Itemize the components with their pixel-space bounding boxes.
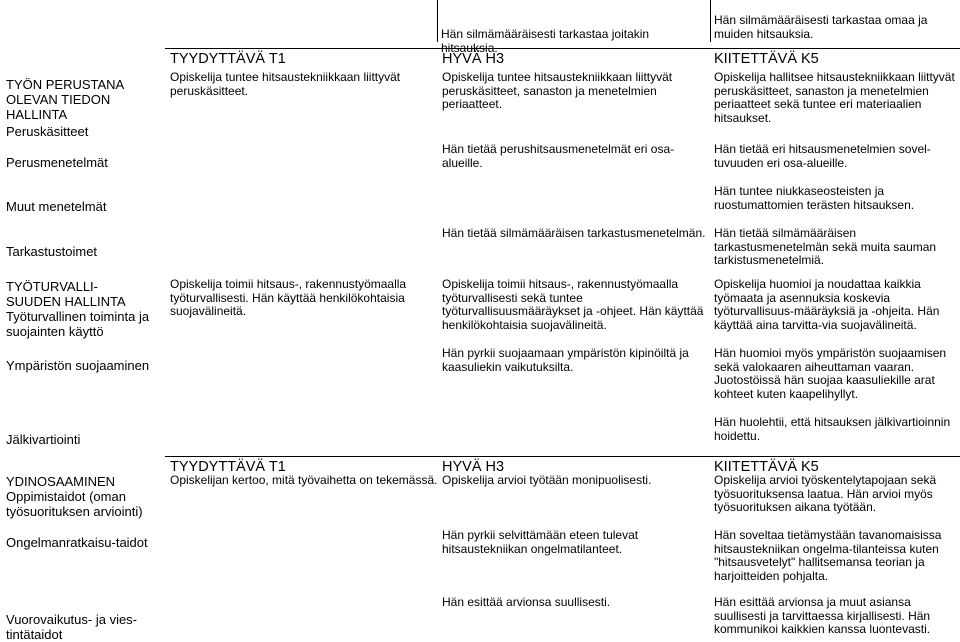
label-oppimistaidot: Oppimistaidot (oman työsuorituksen arviointi)	[6, 489, 143, 519]
header-t1: TYYDYTTÄVÄ T1	[170, 51, 286, 67]
label-tarkastustoimet: Tarkastustoimet	[6, 244, 98, 259]
header-rule-3	[165, 456, 960, 457]
label-ongelmanratkaisu: Ongelmanratkaisu-taidot	[6, 535, 148, 550]
h3-ongelma: Hän pyrkii selvittämään eteen tulevat hitsaustekniikan ongelmatilanteet.	[442, 528, 639, 556]
section-title-tiedon-hallinta: TYÖN PERUSTANA OLEVAN TIEDON HALLINTA	[6, 77, 125, 122]
k5-ongelma: Hän soveltaa tietämystään tavanomaisissa hitsaustekniikan ongelma-tilanteissa kuten "hitsausvetelyt" hallitsemansa teorian ja harjoitteiden pohjalta.	[714, 528, 942, 583]
header-h3: HYVÄ H3	[442, 51, 505, 67]
t1-oppiminen: Opiskelijan kertoo, mitä työvaihetta on tekemässä.	[170, 473, 438, 487]
top-k5-text: Hän silmämääräisesti tarkastaa omaa ja muiden hitsauksia.	[714, 13, 928, 41]
k5-tarkastus: Hän tietää silmämääräisen tarkastusmenetelmän sekä muita sauman tarkistusmenetelmiä.	[714, 226, 937, 268]
k5-jalkivartiointi: Hän huolehtii, että hitsauksen jälkivartioinnin hoidettu.	[714, 415, 951, 443]
k5-vuorovaikutus: Hän esittää arvionsa ja muut asiansa suullisesti ja tarvittaessa kirjallisesti. Hän kommunikoi kaikkien kanssa luontevasti.	[714, 595, 931, 637]
k5-tyoturva: Opiskelija huomioi ja noudattaa kaikkia työmaata ja asennuksia koskevia työturvallisuus-määräyksiä ja -ohjeita. Hän käyttää aina tarvitta-via suojavälineitä.	[714, 277, 940, 332]
label-peruskasitteet: Peruskäsitteet	[6, 124, 89, 139]
section-title-ydinosaaminen: YDINOSAAMINEN	[6, 474, 116, 489]
header-h3-2: HYVÄ H3	[442, 459, 505, 475]
t1-tyoturva: Opiskelija toimii hitsaus-, rakennustyömaalla työturvallisesti. Hän käyttää henkilökohtaisia suojavälineitä.	[170, 277, 407, 319]
h3-tyoturva: Opiskelija toimii hitsaus-, rakennustyömaalla työturvallisesti sekä tuntee työturvallisuusmääräykset ja -ohjeet. Hän käyttää henkilökohtaisia suojavälineitä.	[442, 277, 704, 332]
section-title-tyoturvallisuus: TYÖTURVALLI- SUUDEN HALLINTA	[6, 279, 126, 309]
h3-perusmenetelmat: Hän tietää perushitsausmenetelmät eri osa- alueille.	[442, 142, 675, 170]
t1-peruskasitteet: Opiskelija tuntee hitsaustekniikkaan liittyvät peruskäsitteet.	[170, 70, 401, 98]
k5-peruskasitteet: Opiskelija hallitsee hitsaustekniikkaan liittyvät peruskäsitteet, sanaston ja menetelmien periaatteet sekä tuntee eri materiaalien hitsaukset.	[714, 70, 955, 125]
h3-oppiminen: Opiskelija arvioi työtään monipuolisesti.	[442, 473, 652, 487]
label-vuorovaikutus: Vuorovaikutus- ja vies- tintätaidot	[6, 612, 138, 642]
header-k5: KIITETTÄVÄ K5	[714, 51, 819, 67]
label-ympariston-suojaaminen: Ympäristön suojaaminen	[6, 358, 150, 373]
top-h3-text: Hän silmämääräisesti tarkastaa joitakin hitsauksia.	[441, 27, 650, 55]
k5-muut: Hän tuntee niukkaseosteisten ja ruostumattomien terästen hitsauksen.	[714, 184, 915, 212]
header-t1-2: TYYDYTTÄVÄ T1	[170, 459, 286, 475]
h3-vuorovaikutus: Hän esittää arvionsa suullisesti.	[442, 595, 611, 609]
column-divider-h3-top	[437, 0, 438, 42]
label-muut-menetelmat: Muut menetelmät	[6, 199, 107, 214]
header-k5-2: KIITETTÄVÄ K5	[714, 459, 819, 475]
label-tyoturvallinen-toiminta: Työturvallinen toiminta ja suojainten käyttö	[6, 309, 150, 339]
h3-tarkastus: Hän tietää silmämääräisen tarkastusmenetelmän.	[442, 226, 706, 240]
h3-ymparisto: Hän pyrkii suojaamaan ympäristön kipinöiltä ja kaasuliekin vaikutuksilta.	[442, 346, 689, 374]
k5-ymparisto: Hän huomioi myös ympäristön suojaamisen sekä valokaaren aiheuttaman vaaran. Juotostöissä hän suojaa kaasuliekille arat kohteet kuten kaapelihyllyt.	[714, 346, 947, 401]
h3-peruskasitteet: Opiskelija tuntee hitsaustekniikkaan liittyvät peruskäsitteet, sanaston ja menetelmien periaatteet.	[442, 70, 673, 112]
label-jalkivartiointi: Jälkivartiointi	[6, 432, 81, 447]
k5-perusmenetelmat: Hän tietää eri hitsausmenetelmien sovel- tuvuuden eri osa-alueille.	[714, 142, 931, 170]
column-divider-k5-top	[710, 0, 711, 42]
label-perusmenetelmat: Perusmenetelmät	[6, 155, 108, 170]
k5-oppiminen: Opiskelija arvioi työskentelytapojaan sekä työsuorituksensa laatua. Hän arvioi myös työsuorituksen aikana työtään.	[714, 473, 937, 515]
